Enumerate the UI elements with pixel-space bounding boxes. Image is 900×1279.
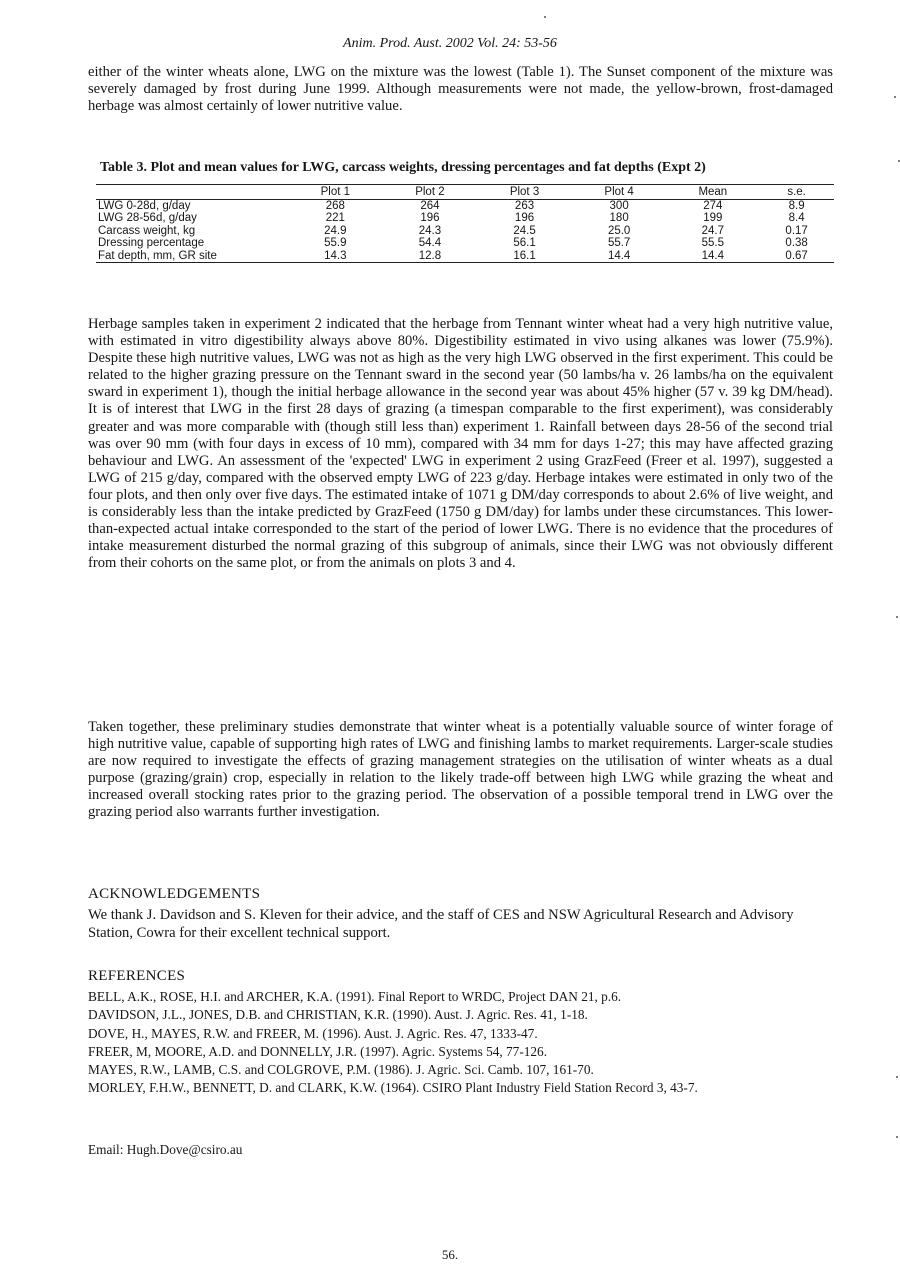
table-caption-text: Table 3. Plot and mean values for LWG, carcass weights, dressing percentages and fat depths (Expt 2)	[100, 160, 706, 175]
table-cell: 56.1	[513, 237, 536, 250]
row-label: Dressing percentage	[98, 237, 205, 250]
table-cell: 263	[514, 200, 535, 212]
page-number: 56.	[441, 1247, 459, 1262]
table-cell: 24.5	[513, 224, 536, 237]
table-cell: 0.38	[785, 237, 808, 250]
table-row	[96, 250, 834, 263]
column-header: Plot 4	[572, 185, 667, 200]
table-cell: 24.3	[418, 224, 442, 237]
table-header-row	[96, 185, 834, 200]
reference-item: MORLEY, F.H.W., BENNETT, D. and CLARK, K.W. (1964). CSIRO Plant Industry Field Station Record 3, 43-7.	[88, 1080, 698, 1096]
references-heading: REFERENCES	[88, 968, 186, 984]
table-row	[96, 200, 834, 213]
table-cell: 55.9	[324, 237, 347, 250]
table-cell: 180	[609, 212, 629, 225]
column-header: Plot 3	[477, 185, 572, 200]
column-header: s.e.	[759, 185, 834, 200]
table-cell: 14.4	[666, 250, 759, 263]
table-cell: 12.8	[383, 250, 478, 263]
reference-item: DAVIDSON, J.L., JONES, D.B. and CHRISTIAN, K.R. (1990). Aust. J. Agric. Res. 41, 1-18.	[88, 1007, 588, 1023]
table-cell: 196	[420, 212, 440, 225]
table-cell: 221	[325, 212, 345, 225]
table-cell: 8.4	[788, 212, 805, 225]
scan-speck	[894, 96, 896, 98]
reference-item: MAYES, R.W., LAMB, C.S. and COLGROVE, P.M. (1986). J. Agric. Sci. Camb. 107, 161-70.	[88, 1062, 594, 1078]
table-cell: 199	[703, 212, 723, 225]
acknowledgements-text: We thank J. Davidson and S. Kleven for their advice, and the staff of CES and NSW Agricultural Research and Advisory Station, Cowra for their excellent technical support.	[88, 907, 794, 941]
table-row	[96, 212, 834, 224]
table-cell: 55.7	[607, 237, 631, 250]
row-label: Carcass weight, kg	[98, 224, 196, 237]
table-cell: 0.17	[785, 224, 808, 237]
table-cell: 24.7	[701, 224, 725, 237]
acknowledgements-heading: ACKNOWLEDGEMENTS	[88, 886, 261, 902]
table-cell: 264	[420, 200, 440, 212]
reference-item: BELL, A.K., ROSE, H.I. and ARCHER, K.A. (1991). Final Report to WRDC, Project DAN 21, p.6.	[88, 989, 622, 1004]
column-header: Plot 2	[383, 185, 478, 200]
table-cell: 55.5	[701, 237, 725, 250]
table-row	[96, 237, 834, 249]
table-cell: 268	[325, 200, 345, 212]
table-cell: 14.3	[288, 250, 383, 263]
table-cell: 196	[514, 212, 535, 225]
reference-item: DOVE, H., MAYES, R.W. and FREER, M. (1996). Aust. J. Agric. Res. 47, 1333-47.	[88, 1025, 538, 1041]
running-header: Anim. Prod. Aust. 2002 Vol. 24: 53-56	[343, 36, 557, 51]
table-cell: 24.9	[324, 224, 347, 237]
reference-list	[88, 988, 833, 1098]
row-label: Fat depth, mm, GR site	[96, 250, 288, 263]
contact-email: Email: Hugh.Dove@csiro.au	[88, 1142, 243, 1157]
row-label: LWG 28-56d, g/day	[98, 212, 197, 225]
row-label: LWG 0-28d, g/day	[98, 200, 191, 212]
table-3	[96, 184, 834, 263]
paragraph-2: Herbage samples taken in experiment 2 indicated that the herbage from Tennant winter wheat had a very high nutritive value, with estimated in vitro digestibility always above 80%. Digestibility estimated in vivo using alkanes was lower (75.9%). Despite these high nutritive values, LWG was not as high as the very high LWG observed in the first experiment. This could be related to the higher grazing pressure on the Tennant sward in the second year (50 lambs/ha v. 26 lambs/ha on the equivalent sward in experiment 1), though the initial herbage allowance in the second year was about 45% higher (57 v. 39 kg DM/head). It is of interest that LWG in the first 28 days of grazing (a timespan comparable to the first experiment), was considerably greater and was more comparable with (though still less than) experiment 1. Rainfall between days 28-56 of the second trial was over 90 mm (with four days in excess of 10 mm), compared with 34 mm for days 1-27; this may have affected grazing behaviour and LWG. An assessment of the 'expected' LWG in experiment 2 using GrazFeed (Freer et al. 1997), suggested a LWG of 215 g/day, compared with the observed empty LWG of 223 g/day. Herbage intakes were estimated in only two of the four plots, and then only over five days. The estimated intake of 1071 g DM/day corresponds to about 2.6% of live weight, and is considerably less than the intake predicted by GrazFeed (1750 g DM/day) for lambs under these circumstances. This lower-than-expected actual intake corresponded to the start of the period of lower LWG. There is no evidence that the procedures of intake measurement disturbed the normal grazing of this subgroup of animals, since their LWG was not obviously different from their cohorts on the same plot, or from the animals on plots 3 and 4.	[88, 316, 833, 572]
table-cell: 300	[609, 200, 629, 212]
column-header: Plot 1	[288, 185, 383, 200]
scan-speck	[544, 16, 546, 18]
paragraph-1: either of the winter wheats alone, LWG on the mixture was the lowest (Table 1). The Sunset component of the mixture was severely damaged by frost during June 1999. Although measurements were not made, the yellow-brown, frost-damaged herbage was almost certainly of lower nutritive value.	[88, 64, 833, 115]
scan-speck	[896, 616, 898, 618]
scan-speck	[896, 1076, 898, 1078]
paragraph-3: Taken together, these preliminary studies demonstrate that winter wheat is a potentially valuable source of winter forage of high nutritive value, capable of supporting high rates of LWG and finishing lambs to market requirements. Larger-scale studies are now required to investigate the effects of grazing management strategies on the utilisation of winter wheats as a dual purpose (grazing/grain) crop, especially in relation to the likely trade-off between high LWG while grazing the wheat and increased overall stocking rates prior to the grazing period. The observation of a possible temporal trend in LWG over the grazing period also warrants further investigation.	[88, 719, 833, 821]
table-cell: 16.1	[477, 250, 572, 263]
table-cell: 0.67	[759, 250, 834, 263]
reference-item: FREER, M, MOORE, A.D. and DONNELLY, J.R. (1997). Agric. Systems 54, 77-126.	[88, 1043, 548, 1059]
column-header	[96, 185, 288, 200]
table-cell: 274	[703, 200, 723, 212]
table-cell: 25.0	[607, 224, 631, 237]
table-cell: 14.4	[572, 250, 667, 263]
table-cell: 54.4	[418, 237, 442, 250]
table-row	[96, 225, 834, 237]
table-cell: 8.9	[788, 200, 805, 212]
table-caption	[100, 160, 820, 176]
scan-speck	[896, 1136, 898, 1138]
column-header: Mean	[666, 185, 759, 200]
